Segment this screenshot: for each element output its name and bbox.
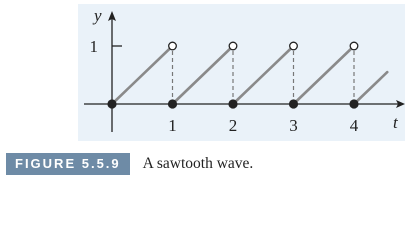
filled-point (228, 99, 237, 108)
caption (6, 153, 253, 175)
sawtooth-segment (233, 46, 294, 104)
open-point (350, 42, 358, 50)
open-point (169, 42, 177, 50)
x-tick-label: 3 (289, 116, 298, 135)
y-axis-label: y (94, 6, 102, 25)
open-point (290, 42, 298, 50)
filled-point (349, 99, 358, 108)
filled-point (168, 99, 177, 108)
x-tick-label: 1 (168, 116, 177, 135)
x-tick-label: 4 (349, 116, 359, 135)
sawtooth-segment (173, 46, 234, 104)
figure-caption-text: A sawtooth wave. (142, 155, 254, 172)
sawtooth-segment (294, 46, 355, 104)
figure-number-label: FIGURE 5.5.9 (6, 153, 130, 175)
filled-point (289, 99, 298, 108)
y-tick-label: 1 (89, 37, 98, 56)
sawtooth-segment (112, 46, 173, 104)
filled-point (107, 99, 116, 108)
x-tick-label: 2 (228, 116, 238, 135)
open-point (229, 42, 237, 50)
sawtooth-segment (354, 72, 387, 104)
x-axis-label: t (393, 113, 398, 132)
